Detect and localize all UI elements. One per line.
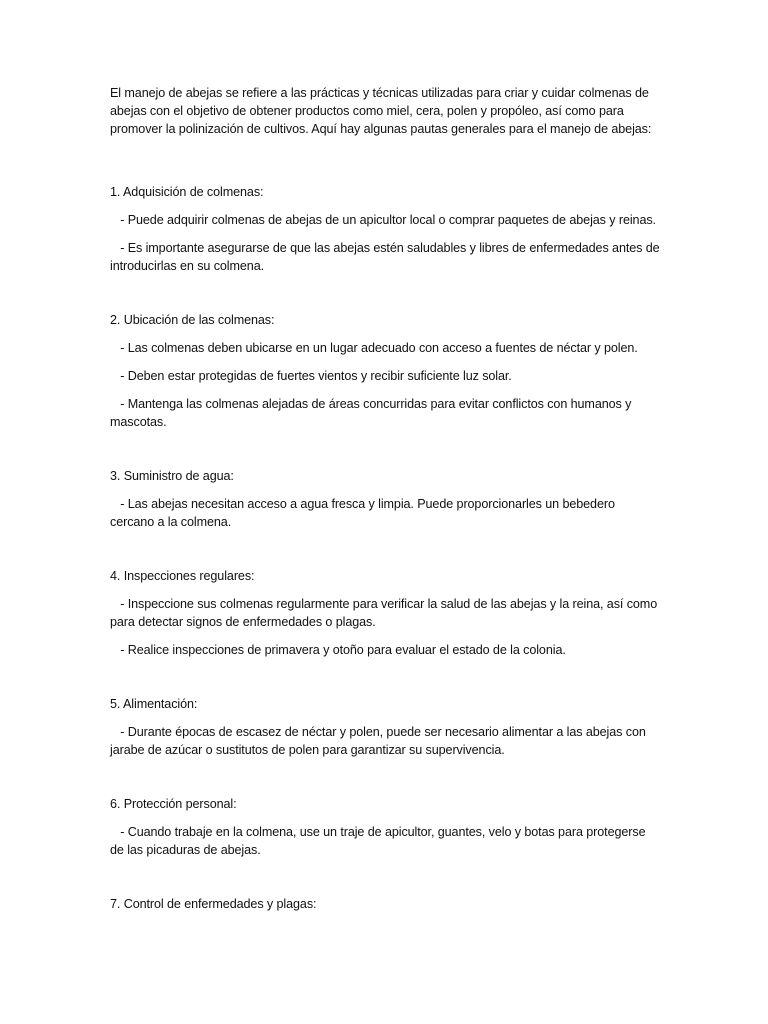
section-location <box>110 311 662 431</box>
bullet-item: - Puede adquirir colmenas de abejas de un apicultor local o comprar paquetes de abejas y reinas. <box>110 213 656 227</box>
section-heading: 5. Alimentación: <box>110 697 198 711</box>
section-heading: 4. Inspecciones regulares: <box>110 569 255 583</box>
section-heading: 7. Control de enfermedades y plagas: <box>110 897 317 911</box>
section-feeding <box>110 695 662 759</box>
bullet-item: - Es importante asegurarse de que las abejas estén saludables y libres de enfermedades antes de introducirlas en su colmena. <box>110 241 663 273</box>
bullet-item: - Mantenga las colmenas alejadas de áreas concurridas para evitar conflictos con humanos y mascotas. <box>110 397 635 429</box>
bullet-item: - Deben estar protegidas de fuertes vientos y recibir suficiente luz solar. <box>110 369 512 383</box>
section-acquisition <box>110 183 662 275</box>
bullet-item: - Inspeccione sus colmenas regularmente para verificar la salud de las abejas y la reina, así como para detectar signos de enfermedades o plagas. <box>110 597 661 629</box>
bullet-item: - Las abejas necesitan acceso a agua fresca y limpia. Puede proporcionarles un bebedero cercano a la colmena. <box>110 497 619 529</box>
intro-paragraph: El manejo de abejas se refiere a las prácticas y técnicas utilizadas para criar y cuidar colmenas de abejas con el objetivo de obtener productos como miel, cera, polen y propóleo, así como para promover la polinización de cultivos. Aquí hay algunas pautas generales para el manejo de abejas: <box>110 86 653 136</box>
section-inspections <box>110 567 662 659</box>
section-heading: 1. Adquisición de colmenas: <box>110 185 264 199</box>
bullet-item: - Durante épocas de escasez de néctar y polen, puede ser necesario alimentar a las abejas con jarabe de azúcar o sustitutos de polen para garantizar su supervivencia. <box>110 725 650 757</box>
section-protection <box>110 795 662 859</box>
section-water <box>110 467 662 531</box>
section-heading: 6. Protección personal: <box>110 797 237 811</box>
document-page <box>110 84 662 949</box>
bullet-item: - Las colmenas deben ubicarse en un lugar adecuado con acceso a fuentes de néctar y polen. <box>110 341 638 355</box>
bullet-item: - Realice inspecciones de primavera y otoño para evaluar el estado de la colonia. <box>110 643 566 657</box>
section-heading: 2. Ubicación de las colmenas: <box>110 313 275 327</box>
section-heading: 3. Suministro de agua: <box>110 469 234 483</box>
bullet-item: - Cuando trabaje en la colmena, use un traje de apicultor, guantes, velo y botas para protegerse de las picaduras de abejas. <box>110 825 649 857</box>
section-disease-control <box>110 895 662 913</box>
